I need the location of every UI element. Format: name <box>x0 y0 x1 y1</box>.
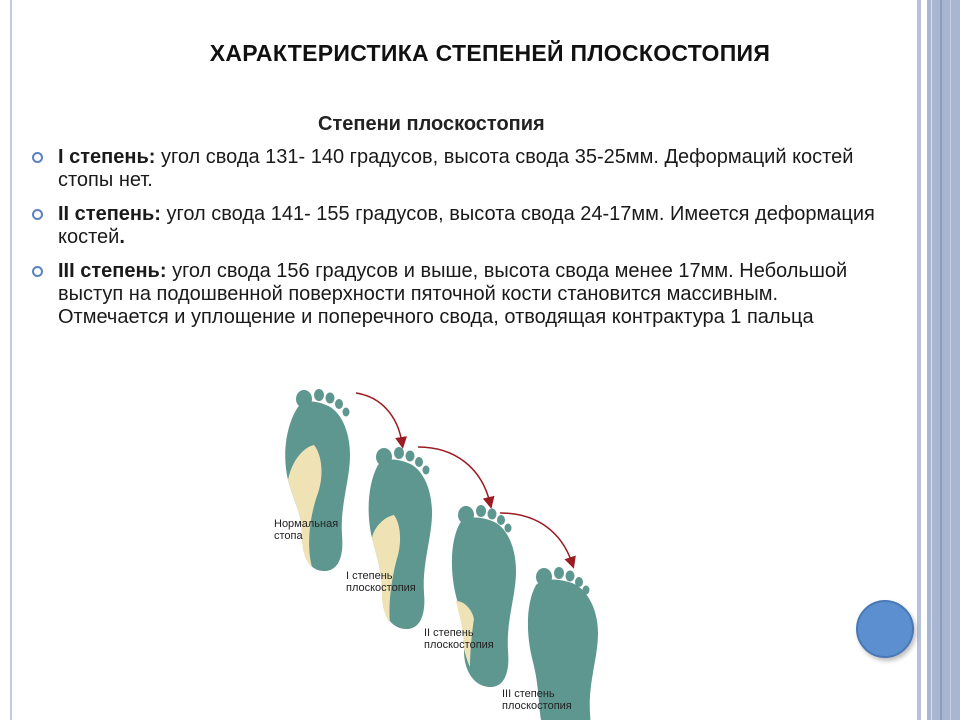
label-line: стопа <box>274 530 303 542</box>
label-line: III степень <box>502 688 555 700</box>
bullet-term: III степень: <box>58 260 167 282</box>
bullet-item-degree-3 <box>30 260 890 329</box>
label-line: плоскостопия <box>346 582 416 594</box>
bullet-icon <box>32 266 43 277</box>
left-border <box>10 0 12 720</box>
flatfoot-illustration <box>260 385 620 720</box>
label-line: Нормальная <box>274 518 339 530</box>
slide-title: ХАРАКТЕРИСТИКА СТЕПЕНЕЙ ПЛОСКОСТОПИЯ <box>209 40 771 66</box>
label-degree-2 <box>424 627 494 651</box>
bullet-icon <box>32 152 43 163</box>
bullet-term: II степень: <box>58 203 161 225</box>
label-line: плоскостопия <box>502 700 572 712</box>
label-degree-3 <box>502 688 572 712</box>
right-stripe <box>917 0 921 720</box>
label-normal <box>274 518 338 542</box>
bullet-icon <box>32 209 43 220</box>
slide-subtitle: Степени плоскостопия <box>318 113 545 135</box>
footprint-degree-2 <box>452 505 516 687</box>
bullet-list <box>30 146 890 340</box>
right-stripe-dark <box>940 0 942 720</box>
footprint-normal <box>285 389 350 571</box>
label-line: II степень <box>424 627 474 639</box>
label-line: I степень <box>346 570 393 582</box>
bullet-tail: . <box>119 226 125 248</box>
bullet-text: угол свода 156 градусов и выше, высота свода менее 17мм. Небольшой выступ на подошвенной поверхности пяточной кости становится массивным. Отмечается и уплощение и поперечного свода, отводящая контрактура 1 пальца <box>58 260 848 328</box>
arrow-1 <box>356 393 402 443</box>
label-line: плоскостопия <box>424 639 494 651</box>
bullet-item-degree-2 <box>30 203 890 249</box>
decorative-circle <box>856 600 914 658</box>
bullet-item-degree-1 <box>30 146 890 192</box>
footprint-degree-1 <box>369 447 432 629</box>
right-stripe-highlight <box>931 0 932 720</box>
footprints-svg <box>260 385 620 720</box>
label-degree-1 <box>346 570 416 594</box>
bullet-text: угол свода 131- 140 градусов, высота свода 35-25мм. Деформаций костей стопы нет. <box>58 146 854 191</box>
bullet-text: угол свода 141- 155 градусов, высота свода 24-17мм. Имеется деформация костей <box>58 203 875 248</box>
right-stripe-light <box>950 0 951 720</box>
bullet-term: I степень: <box>58 146 156 168</box>
